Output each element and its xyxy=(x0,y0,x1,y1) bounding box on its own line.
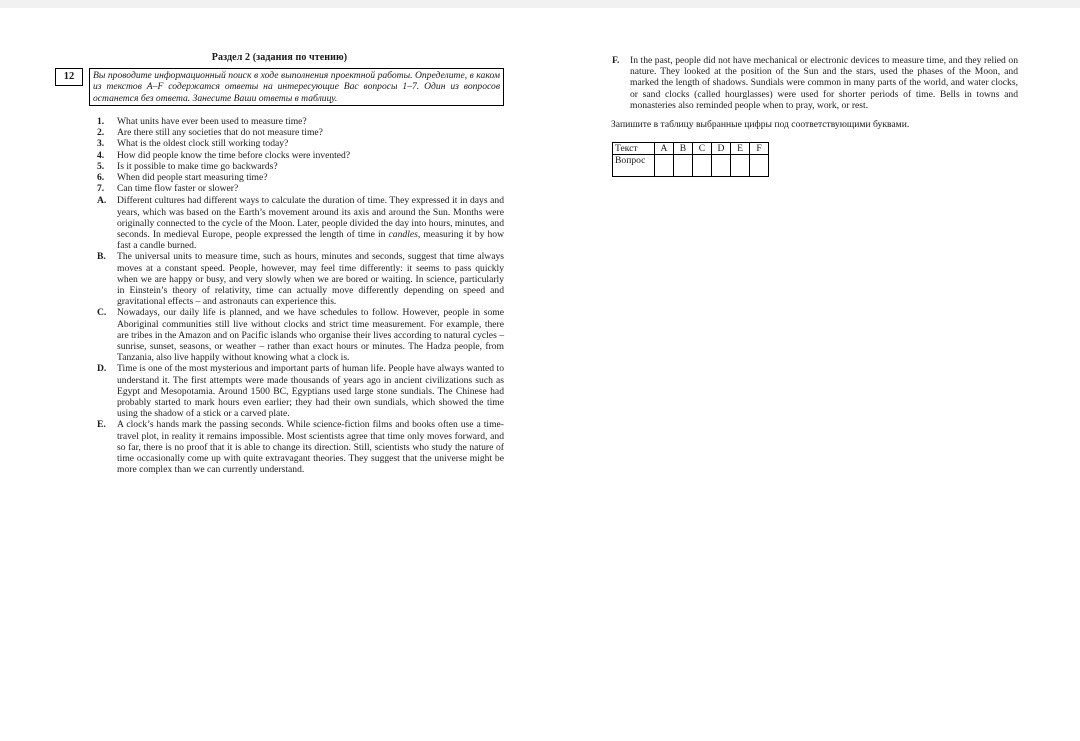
question-text: How did people know the time before clocks were invented? xyxy=(117,149,351,161)
text-letter: D. xyxy=(97,363,107,375)
question-number: 5. xyxy=(97,160,105,172)
text-body xyxy=(117,419,504,475)
answer-cell[interactable] xyxy=(712,155,731,177)
question-text: Is it possible to make time go backwards? xyxy=(117,160,278,172)
text-item xyxy=(55,307,504,363)
left-column xyxy=(55,52,504,475)
question-number: 3. xyxy=(97,138,105,150)
question-number: 2. xyxy=(97,127,105,139)
header-label: Текст xyxy=(613,143,655,155)
task-number: 12 xyxy=(55,68,83,86)
question-number: 6. xyxy=(97,171,105,183)
question-text: What is the oldest clock still working today? xyxy=(117,138,289,150)
text-body xyxy=(117,307,504,363)
row-label: Вопрос xyxy=(613,155,655,177)
question-item xyxy=(55,116,504,127)
question-list xyxy=(55,116,504,194)
text-body-part: Time is one of the most mysterious and important parts of human life. People have always wanted to understand it. The first attempts were made thousands of years ago in ancient civilizations such as Egypt and Mesopotamia. Around 1500 BC, Egyptians used large stone sundials. The Chinese had probably started to mark hours even earlier; they had their own sundials, which showed the time using the shadow of a stick or a carved plate. xyxy=(117,363,504,420)
text-body-part: , measuring it by how fast a candle burned. xyxy=(117,228,504,252)
question-text: Are there still any societies that do not measure time? xyxy=(117,127,323,139)
question-item xyxy=(55,183,504,194)
text-body xyxy=(117,195,504,251)
question-item xyxy=(55,150,504,161)
task-header xyxy=(55,68,504,106)
question-number: 4. xyxy=(97,149,105,161)
question-text: What units have ever been used to measure time? xyxy=(117,115,307,127)
answer-table-header-row xyxy=(613,143,769,155)
table-letter: B xyxy=(674,143,693,155)
table-letter: C xyxy=(693,143,712,155)
text-letter: B. xyxy=(97,251,106,263)
answer-cell[interactable] xyxy=(693,155,712,177)
answer-cell[interactable] xyxy=(655,155,674,177)
text-item xyxy=(55,363,504,419)
text-item xyxy=(55,251,504,307)
answer-table xyxy=(612,142,769,177)
answer-cell[interactable] xyxy=(731,155,750,177)
question-item xyxy=(55,172,504,183)
table-letter: E xyxy=(731,143,750,155)
table-instruction: Запишите в таблицу выбранные цифры под соответствующими буквами. xyxy=(611,119,910,131)
text-body-part: Nowadays, our daily life is planned, and we have schedules to follow. However, people in some Aboriginal communities still live without clocks and strict time measurement. For example, there are tribes in the Amazon and on Pacific islands who organise their lives according to natural cycles – sunrise, sunset, seasons, or weather – rather than exact hours or minutes. The Hadza people, from Tanzania, also live happily without knowing what a clock is. xyxy=(117,307,504,364)
question-number: 1. xyxy=(97,115,105,127)
text-item-f xyxy=(612,55,1018,111)
answer-cell[interactable] xyxy=(750,155,769,177)
table-letter: F xyxy=(750,143,769,155)
question-number: 7. xyxy=(97,183,105,195)
text-body-part: Different cultures had different ways to calculate the duration of time. They expressed it in days and years, which was based on the Earth’s movement around its axis and around the Sun. Months were originally connected to the cycle of the Moon. Later, people divided the day into hours, minutes, and seconds. In medieval Europe, people expressed the length of time in xyxy=(117,195,504,240)
text-letter: F. xyxy=(612,55,620,66)
text-letter: E. xyxy=(97,419,106,431)
text-letter: A. xyxy=(97,195,107,207)
question-text: When did people start measuring time? xyxy=(117,171,268,183)
question-item xyxy=(55,138,504,149)
text-body-part: A clock’s hands mark the passing seconds. While science-fiction films and books often use a time-travel plot, in reality it remains impossible. Most scientists agree that time only moves forward, and so far, there is no proof that it is able to change its direction. Still, scientists who study the nature of time occasionally come up with quite extravagant theories. They suggest that the universe might be more complex than we can currently understand. xyxy=(117,419,504,476)
top-bar xyxy=(0,0,1080,8)
text-emphasis: candles xyxy=(388,228,418,240)
table-letter: D xyxy=(712,143,731,155)
text-list xyxy=(55,195,504,475)
answer-table-answer-row xyxy=(613,155,769,177)
question-text: Can time flow faster or slower? xyxy=(117,183,239,195)
question-item xyxy=(55,161,504,172)
text-item xyxy=(55,195,504,251)
answer-cell[interactable] xyxy=(674,155,693,177)
right-column xyxy=(612,55,1018,177)
question-item xyxy=(55,127,504,138)
table-letter: A xyxy=(655,143,674,155)
text-letter: C. xyxy=(97,307,107,319)
text-body xyxy=(117,363,504,419)
text-body xyxy=(117,251,504,307)
text-item xyxy=(55,419,504,475)
section-title: Раздел 2 (задания по чтению) xyxy=(211,52,348,63)
text-body-part: The universal units to measure time, such as hours, minutes and seconds, suggest that time always moves at a constant speed. People, however, may feel time differently: it seems to pass quickly when we are happy or busy, and very slowly when we are bored or waiting. In science, particularly in Einstein’s theory of relativity, time can actually move differently depending on speed and gravitational effects – and astronauts can experience this. xyxy=(117,251,504,308)
task-instruction: Вы проводите информационный поиск в ходе выполнения проектной работы. Определите, в каком из текстов A–F содержатся ответы на интересующие Вас вопросы 1–7. Один из вопросов останется без ответа. Занесите Ваши ответы в таблицу. xyxy=(89,68,504,106)
text-body: In the past, people did not have mechanical or electronic devices to measure time, and they relied on nature. They looked at the position of the Sun and the stars, used the phases of the Moon, and marked the length of shadows. Sundials were common in many parts of the world, and water clocks, or sand clocks (called hourglasses) were used for shorter periods of time. Bells in towns and monasteries also reminded people when to pray, work, or rest. xyxy=(630,55,1018,111)
